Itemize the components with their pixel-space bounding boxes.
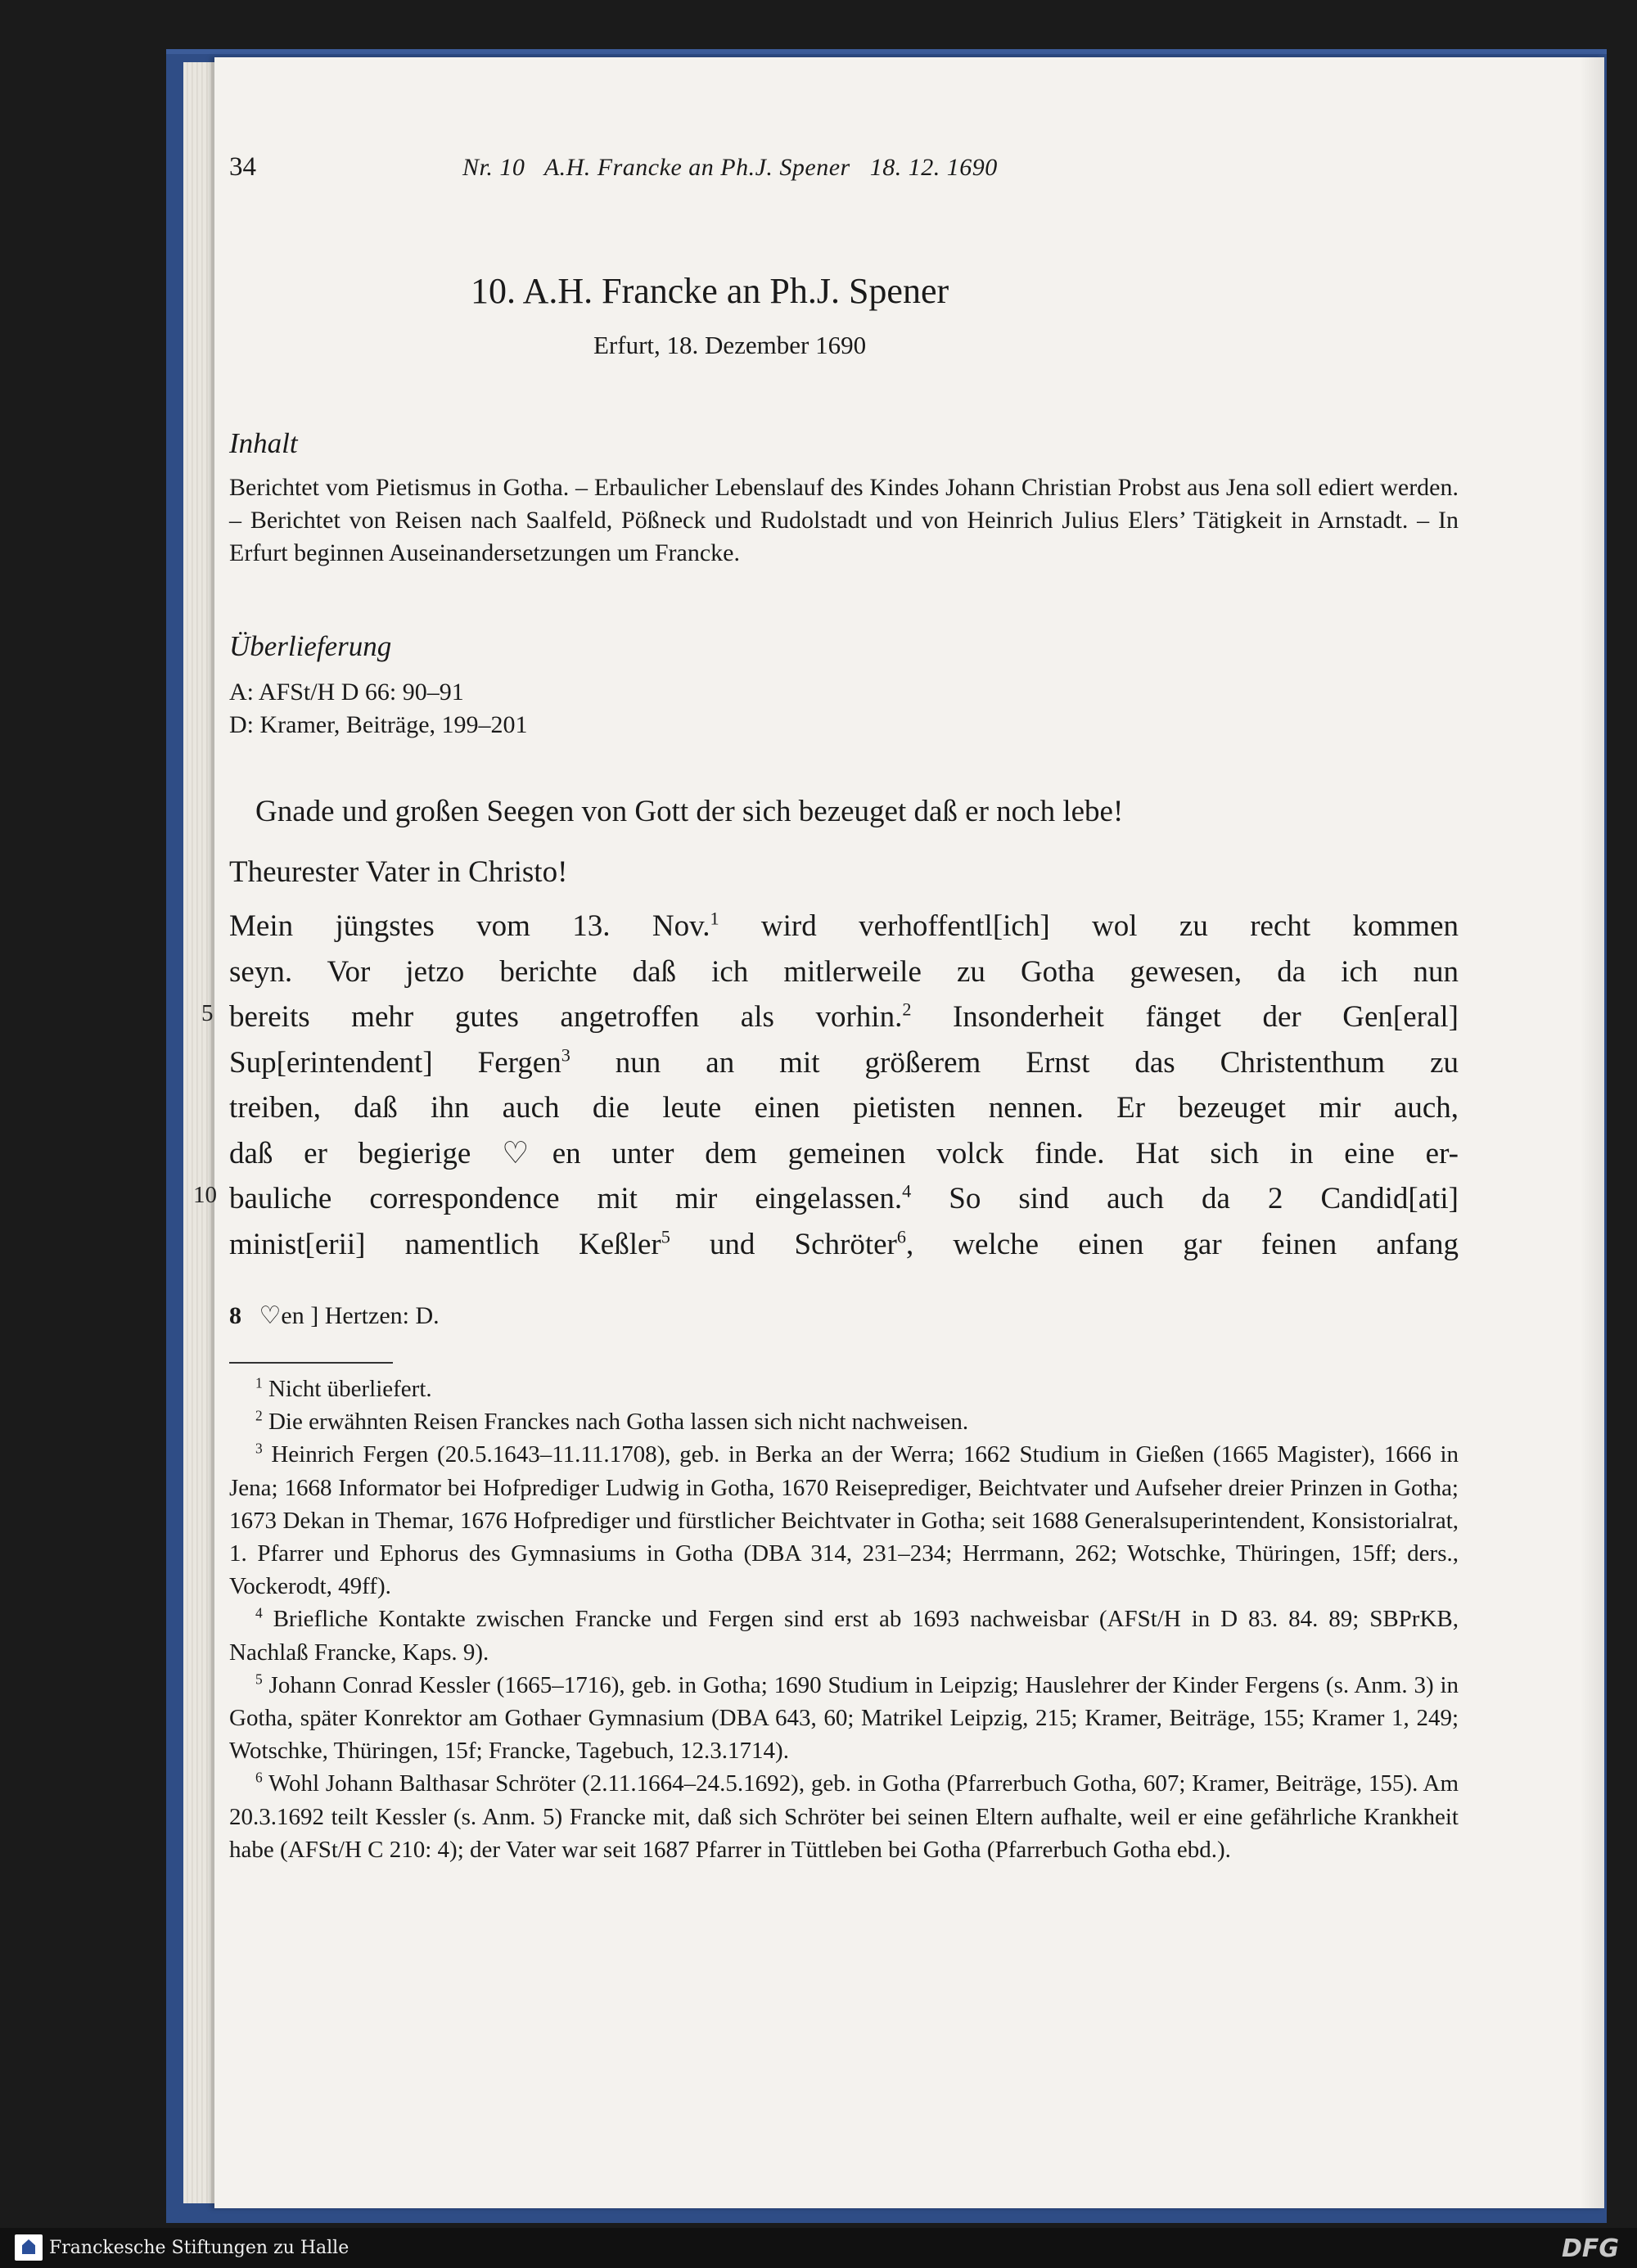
witness-a: A: AFSt/H D 66: 90–91: [229, 679, 464, 706]
ueberlieferung-heading: Überlieferung: [229, 630, 392, 662]
letter-title: 10. A.H. Francke an Ph.J. Spener: [471, 271, 949, 311]
letter-line: bauliche correspondence mit mir eingelassen.$^4$ So sind auch da 2 Candid[ati]: [229, 1180, 1459, 1215]
footnote: $^5$ Johann Conrad Kessler (1665–1716), geb. in Gotha; 1690 Studium in Leipzig; Hauslehrer der Kinder Fergens (s. Anm. 3) in Gotha, später Konrektor am Gothaer Gymnasium (DBA 643, 60; Matrikel Leipzig, 215; Kramer, Beiträge, 155; Kramer 1, 249; Wotschke, Thüringen, 15f; Francke, Tagebuch, 12.3.1714).: [229, 1671, 1459, 1765]
witness-d: D: Kramer, Beiträge, 199–201: [229, 711, 528, 738]
letter-body: [229, 904, 1459, 1267]
letter-salutation: Theurester Vater in Christo!: [229, 855, 568, 889]
apparatus-text: ♡en ] Hertzen: D.: [259, 1302, 440, 1329]
ueberlieferung-list: [229, 676, 1459, 742]
footnote: $^3$ Heinrich Fergen (20.5.1643–11.11.1708), geb. in Berka an der Werra; 1662 Studium in Gießen (1665 Magister), 1666 in Jena; 1668 Informator bei Hofprediger Ludwig in Gotha, 1670 Reiseprediger, Beichtvater und Aufseher dreier Prinzen in Gotha; 1673 Dekan in Themar, 1676 Hofprediger und fürstlicher Beichtvater in Gotha; seit 1688 Generalsuperintendent, Konsistorialrat, 1. Pfarrer und Ephorus des Gymnasiums in Gotha (DBA 314, 231–234; Herrmann, 262; Wotschke, Thüringen, 15ff; ders., Vockerodt, 49ff).: [229, 1440, 1459, 1600]
letter-line: bereits mehr gutes angetroffen als vorhin.$^2$ Insonderheit fänget der Gen[eral]: [229, 999, 1459, 1034]
footnote: $^4$ Briefliche Kontakte zwischen Francke und Fergen sind erst ab 1693 nachweisbar (AFSt/H in D 83. 84. 89; SBPrKB, Nachlaß Francke, Kaps. 9).: [229, 1604, 1459, 1666]
footnote: $^2$ Die erwähnten Reisen Franckes nach Gotha lassen sich nicht nachweisen.: [255, 1407, 969, 1436]
running-title: Nr. 10 A.H. Francke an Ph.J. Spener 18. 12. 1690: [462, 154, 998, 181]
footer-institution: Franckesche Stiftungen zu Halle: [49, 2238, 349, 2258]
letter-line: Mein jüngstes vom 13. Nov.$^1$ wird verhoffentl[ich] wol zu recht kommen: [229, 908, 1459, 943]
inhalt-text: Berichtet vom Pietismus in Gotha. – Erbaulicher Lebenslauf des Kindes Johann Christian Probst aus Jena soll ediert werden. – Berichtet von Reisen nach Saalfeld, Pößneck und Rudolstadt und von Heinrich Julius Elers’ Tätigkeit in Arnstadt. – In Erfurt beginnen Auseinandersetzungen um Francke.: [229, 474, 1459, 566]
stiftungen-logo-icon: [15, 2234, 43, 2261]
letter-line: minist[erii] namentlich Keßler$^5$ und Schröter$^6$, welche einen gar feinen anfang: [229, 1226, 1459, 1261]
line-number-5: 5: [201, 1000, 214, 1026]
letter-line: seyn. Vor jetzo berichte daß ich mitlerweile zu Gotha gewesen, da ich nun: [229, 954, 1459, 989]
letter-line: Sup[erintendent] Fergen$^3$ nun an mit größerem Ernst das Christenthum zu: [229, 1044, 1459, 1080]
page-number: 34: [229, 152, 256, 182]
inhalt-heading: Inhalt: [229, 427, 298, 459]
footnotes: [229, 1373, 1459, 1866]
letter-line: treiben, daß ihn auch die leute einen pietisten nennen. Er bezeuget mir auch,: [229, 1091, 1459, 1125]
letter-place-date: Erfurt, 18. Dezember 1690: [593, 331, 867, 359]
footnote-rule: [229, 1362, 393, 1364]
footnote: $^1$ Nicht überliefert.: [255, 1374, 432, 1402]
dfg-logo: DFG: [1561, 2234, 1619, 2263]
line-number-10: 10: [193, 1182, 217, 1208]
letter-line: daß er begierige ♡en unter dem gemeinen volck finde. Hat sich in eine er-: [229, 1136, 1459, 1170]
apparatus-line-number: 8: [229, 1302, 241, 1329]
footnote: $^6$ Wohl Johann Balthasar Schröter (2.11.1664–24.5.1692), geb. in Gotha (Pfarrerbuch Gotha, 607; Kramer, Beiträge, 155). Am 20.3.1692 teilt Kessler (s. Anm. 5) Francke mit, daß sich Schröter bei seinen Eltern aufhalte, weil er eine gefährliche Krankheit habe (AFSt/H C 210: 4); der Vater war seit 1687 Pfarrer in Tüttleben bei Gotha (Pfarrerbuch Gotha ebd.).: [229, 1769, 1459, 1863]
critical-apparatus: [229, 1301, 440, 1330]
letter-greeting: Gnade und großen Seegen von Gott der sich bezeuget daß er noch lebe!: [255, 795, 1124, 828]
